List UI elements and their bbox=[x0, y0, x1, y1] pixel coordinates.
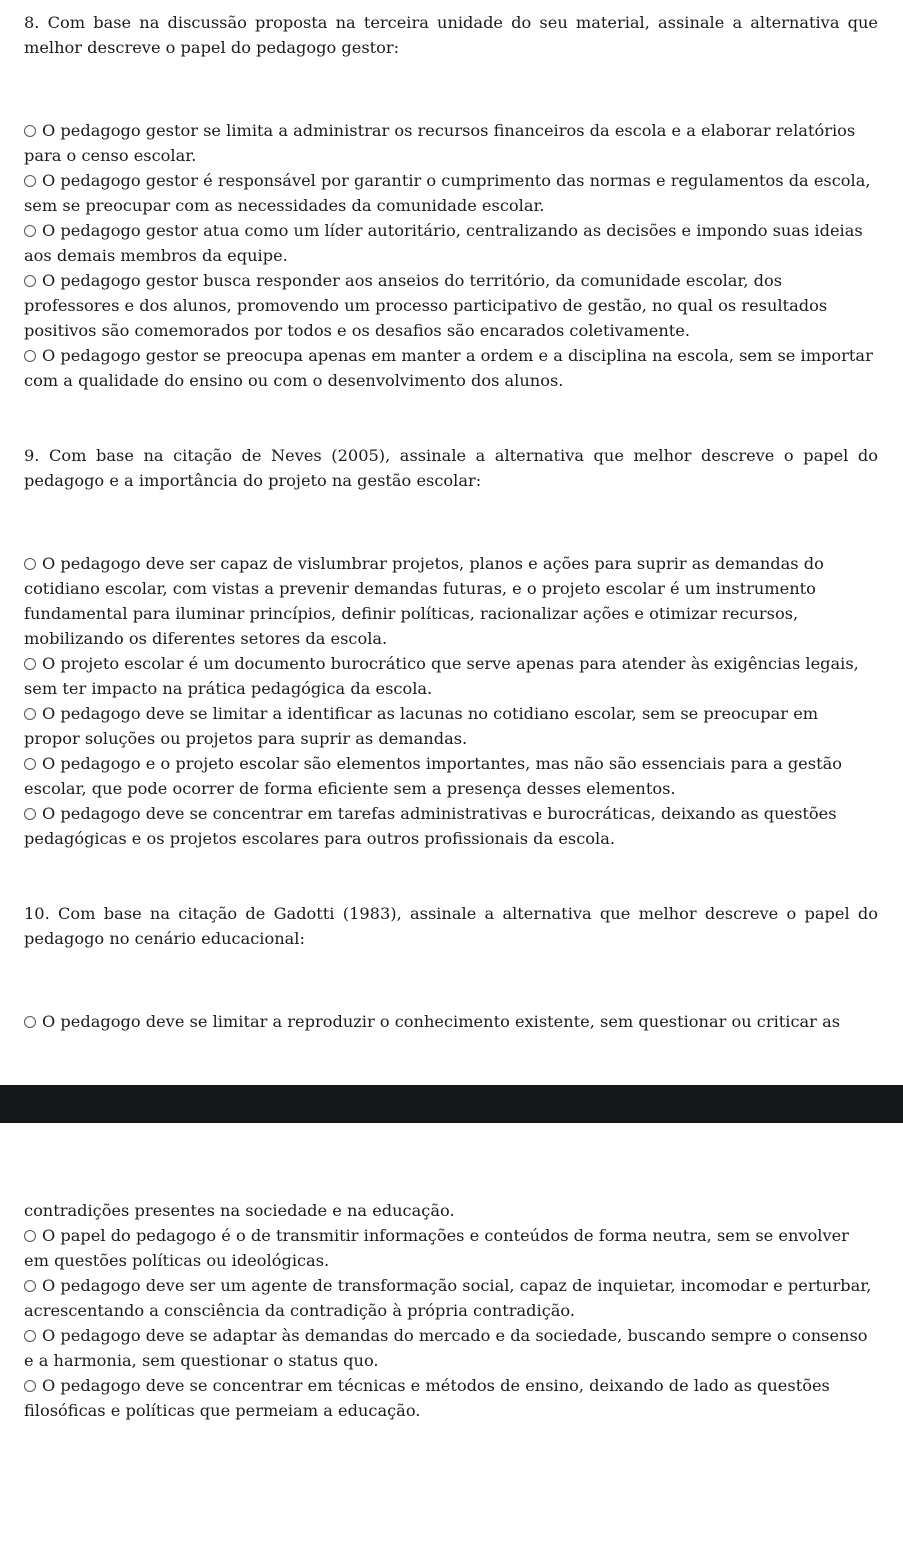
option-item[interactable] bbox=[24, 1223, 878, 1273]
radio-icon[interactable] bbox=[24, 658, 36, 670]
radio-icon[interactable] bbox=[24, 1330, 36, 1342]
option-text: O pedagogo deve se adaptar às demandas do mercado e da sociedade, buscando sempre o consenso e a harmonia, sem questionar o status quo. bbox=[24, 1326, 868, 1370]
question-9: 9. Com base na citação de Neves (2005), assinale a alternativa que melhor descreve o papel do pedagogo e a importância do projeto na gestão escolar: bbox=[24, 446, 878, 490]
question-10-options bbox=[24, 1223, 878, 1423]
option-text: O pedagogo deve se concentrar em tarefas administrativas e burocráticas, deixando as questões pedagógicas e os projetos escolares para outros profissionais da escola. bbox=[24, 804, 837, 848]
option-text: O pedagogo gestor atua como um líder autoritário, centralizando as decisões e impondo suas ideias aos demais membros da equipe. bbox=[24, 221, 863, 265]
option-continuation: contradições presentes na sociedade e na educação. bbox=[24, 1201, 455, 1220]
radio-icon[interactable] bbox=[24, 1380, 36, 1392]
radio-icon[interactable] bbox=[24, 1016, 36, 1028]
option-text: O pedagogo deve ser um agente de transformação social, capaz de inquietar, incomodar e perturbar, acrescentando a consciência da contradição à própria contradição. bbox=[24, 1276, 872, 1320]
option-item[interactable] bbox=[24, 268, 878, 343]
radio-icon[interactable] bbox=[24, 558, 36, 570]
option-text: O pedagogo gestor se limita a administrar os recursos financeiros da escola e a elaborar relatórios para o censo escolar. bbox=[24, 121, 856, 165]
radio-icon[interactable] bbox=[24, 225, 36, 237]
page-break-bar bbox=[0, 1085, 903, 1123]
radio-icon[interactable] bbox=[24, 1280, 36, 1292]
option-item[interactable] bbox=[24, 343, 878, 393]
option-text: O pedagogo deve ser capaz de vislumbrar projetos, planos e ações para suprir as demandas do cotidiano escolar, com vistas a prevenir demandas futuras, e o projeto escolar é um instrumento fundamental para iluminar princípios, definir políticas, racionalizar ações e otimizar recursos, mobilizando os diferentes setores da escola. bbox=[24, 554, 824, 648]
option-item[interactable] bbox=[24, 701, 878, 751]
option-text: O projeto escolar é um documento burocrático que serve apenas para atender às exigências legais, sem ter impacto na prática pedagógica da escola. bbox=[24, 654, 859, 698]
option-text: O papel do pedagogo é o de transmitir informações e conteúdos de forma neutra, sem se envolver em questões políticas ou ideológicas. bbox=[24, 1226, 849, 1270]
radio-icon[interactable] bbox=[24, 275, 36, 287]
radio-icon[interactable] bbox=[24, 350, 36, 362]
option-item[interactable] bbox=[24, 1323, 878, 1373]
option-text: O pedagogo gestor se preocupa apenas em manter a ordem e a disciplina na escola, sem se importar com a qualidade do ensino ou com o desenvolvimento dos alunos. bbox=[24, 346, 873, 390]
option-item[interactable] bbox=[24, 801, 878, 851]
option-text: O pedagogo e o projeto escolar são elementos importantes, mas não são essenciais para a gestão escolar, que pode ocorrer de forma eficiente sem a presença desses elementos. bbox=[24, 754, 842, 798]
radio-icon[interactable] bbox=[24, 175, 36, 187]
option-item[interactable] bbox=[24, 1373, 878, 1423]
question-10: 10. Com base na citação de Gadotti (1983), assinale a alternativa que melhor descreve o papel do pedagogo no cenário educacional: bbox=[24, 904, 878, 948]
option-item[interactable] bbox=[24, 218, 878, 268]
option-item[interactable] bbox=[24, 751, 878, 801]
option-text: O pedagogo deve se limitar a identificar as lacunas no cotidiano escolar, sem se preocupar em propor soluções ou projetos para suprir as demandas. bbox=[24, 704, 819, 748]
question-9-options bbox=[24, 551, 878, 851]
radio-icon[interactable] bbox=[24, 125, 36, 137]
option-item[interactable] bbox=[24, 118, 878, 168]
option-item[interactable] bbox=[24, 651, 878, 701]
question-8: 8. Com base na discussão proposta na terceira unidade do seu material, assinale a alternativa que melhor descreve o papel do pedagogo gestor: bbox=[24, 13, 878, 57]
radio-icon[interactable] bbox=[24, 758, 36, 770]
document-bottom bbox=[0, 1198, 903, 1423]
option-text: O pedagogo deve se concentrar em técnicas e métodos de ensino, deixando de lado as questões filosóficas e políticas que permeiam a educação. bbox=[24, 1376, 830, 1420]
option-text: O pedagogo gestor busca responder aos anseios do território, da comunidade escolar, dos professores e dos alunos, promovendo um processo participativo de gestão, no qual os resultados positivos são comemorados por todos e os desafios são encarados coletivamente. bbox=[24, 271, 828, 340]
radio-icon[interactable] bbox=[24, 1230, 36, 1242]
option-item[interactable] bbox=[24, 1009, 878, 1034]
radio-icon[interactable] bbox=[24, 708, 36, 720]
question-8-options bbox=[24, 118, 878, 393]
option-item[interactable] bbox=[24, 168, 878, 218]
option-text: O pedagogo gestor é responsável por garantir o cumprimento das normas e regulamentos da escola, sem se preocupar com as necessidades da comunidade escolar. bbox=[24, 171, 871, 215]
option-text: O pedagogo deve se limitar a reproduzir o conhecimento existente, sem questionar ou criticar as bbox=[42, 1012, 841, 1031]
radio-icon[interactable] bbox=[24, 808, 36, 820]
option-item[interactable] bbox=[24, 1273, 878, 1323]
option-item[interactable] bbox=[24, 551, 878, 651]
